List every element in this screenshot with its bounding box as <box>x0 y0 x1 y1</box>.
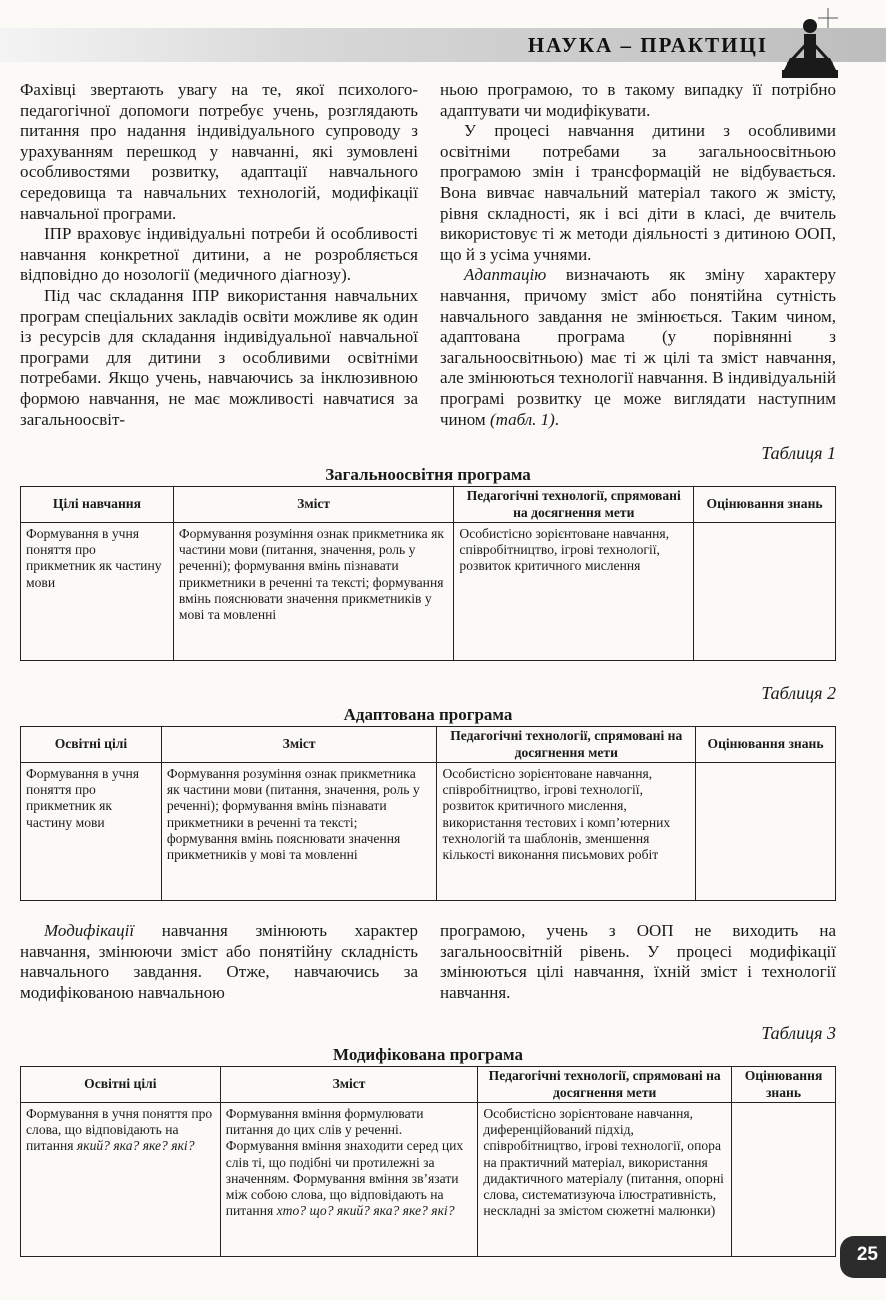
table3-header-assessment: Оцінювання знань <box>732 1067 836 1103</box>
table1-header-content: Зміст <box>173 487 454 523</box>
modification-continuation: програмою, учень з ООП не виходить на загальноосвітній рівень. У процесі модифікації змінюються цілі навчання, їхній зміст і технології навчання. <box>440 921 836 1002</box>
table3-cell-technologies: Особистісно зорієнтоване навчання, диференційований підхід, співробітництво, ігрові технології, опора на практичний матеріал, використання дидактичного матеріалу (питання, опорні слова, систематизуюча ілюстративність, нескладні за змістом сюжетні малюнки) <box>478 1103 732 1257</box>
table3-header-row <box>21 1067 836 1103</box>
table1-cell-content: Формування розуміння ознак прикметника як частини мови (питання, значення, роль у реченні); формування вмінь пізнавати прикметники в реченні та тексті; формування вмінь пояснювати значення прикметників у мові та мовленні <box>173 523 454 661</box>
modification-paragraph: Модифікації навчання змінюють характер навчання, змінюючи зміст або понятійну складність навчального завдання. Отже, навчаючись за модифікованою навчальною <box>20 921 418 1002</box>
table-row <box>21 1103 836 1257</box>
table3-title: Модифікована програма <box>333 1045 523 1064</box>
table1-label: Таблиця 1 <box>761 443 836 463</box>
table2-cell-goals: Формування в учня поняття про прикметник як частину мови <box>21 763 162 901</box>
table1-header-row <box>21 487 836 523</box>
intro-paragraph-1: Фахівці звертають увагу на те, якої психолого-педагогічної допомоги потребує учень, розглядають питання про надання індивідуального супроводу з урахуванням перешкод у навчанні, які зумовлені особливостями розвитку, адаптації навчального середовища та навчальних технологій, модифікації навчальної програми. <box>20 80 418 223</box>
table1 <box>20 486 836 661</box>
table2-header-goals: Освітні цілі <box>21 727 162 763</box>
table2-header-row <box>21 727 836 763</box>
middle-right-column <box>440 921 836 1003</box>
table2-title: Адаптована програма <box>343 705 513 724</box>
table-reference: (табл. 1) <box>489 409 555 429</box>
term-modification: Модифікації <box>44 921 135 940</box>
table1-header-technologies: Педагогічні технології, спрямовані на досягнення мети <box>454 487 694 523</box>
section-title: НАУКА – ПРАКТИЦІ <box>527 33 768 57</box>
table1-header-assessment: Оцінювання знань <box>694 487 836 523</box>
intro-paragraph-5: Адаптацію визначають як зміну характеру навчання, причому зміст або понятійна сутність навчального завдання не змінюється. Таким чином, адаптована програма (у порівнянні з загальноосвітньою) має ті ж цілі та зміст навчання, але змінюються технології навчання. В індивідуальній програмі розвитку це може виглядати наступним чином (табл. 1). <box>440 265 836 429</box>
table-row <box>21 523 836 661</box>
table3-header-goals: Освітні цілі <box>21 1067 221 1103</box>
table3-header-technologies: Педагогічні технології, спрямовані на досягнення мети <box>478 1067 732 1103</box>
table2-label: Таблиця 2 <box>761 683 836 703</box>
intro-paragraph-4: У процесі навчання дитини з особливими освітніми потребами за загальноосвітньою програмою змін і трансформацій не відбувається. Вона вивчає навчальний матеріал такого ж змісту, рівня складності, як і всі діти в класі, де вчитель використовує ті ж методи діяльності з дитиною ООП, що й з усіма учнями. <box>440 121 836 264</box>
table3 <box>20 1066 836 1257</box>
table3-header-content: Зміст <box>220 1067 478 1103</box>
table2-cell-content: Формування розуміння ознак прикметника як частини мови (питання, значення, роль у реченні); формування вмінь пізнавати прикметники в реченні та тексті; формування вмінь пояснювати значення прикметників у мові та мовленні <box>161 763 437 901</box>
table1-cell-assessment <box>694 523 836 661</box>
term-adaptation: Адаптацію <box>464 265 547 285</box>
table2-header-content: Зміст <box>161 727 437 763</box>
table1-title: Загальноосвітня програма <box>325 465 531 484</box>
table2 <box>20 726 836 901</box>
intro-continuation: ньою програмою, то в такому випадку її потрібно адаптувати чи модифікувати. <box>440 80 836 120</box>
intro-paragraph-3: Під час складання ІПР використання навчальних програм спеціальних закладів освіти можливе як один із ресурсів для складання індивідуальної навчальної програми для дитини з особливими освітніми потребами. Якщо учень, навчаючись за інклюзивною формою навчання, не має можливості навчатися за загальноосвіт- <box>20 285 418 429</box>
table-row <box>21 763 836 901</box>
table2-cell-assessment <box>696 763 836 901</box>
intro-right-column <box>440 80 836 430</box>
table3-cell-content: Формування вміння формулювати питання до цих слів у реченні. Формування вміння знаходити серед цих слів ті, що подібні чи протилежні за значенням. Формування вміння зв’язати між собою слова, що відповідають на питання хто? що? який? яка? яке? які? <box>220 1103 478 1257</box>
table2-header-assessment: Оцінювання знань <box>696 727 836 763</box>
journal-logo-icon <box>776 6 846 82</box>
table3-cell-assessment <box>732 1103 836 1257</box>
table2-cell-technologies: Особистісно зорієнтоване навчання, співробітництво, ігрові технології, розвиток критичного мислення, використання тестових і комп’ютерних технологій та шаблонів, зменшення кількості виконання письмових робіт <box>437 763 696 901</box>
intro-left-column <box>20 80 418 430</box>
table3-cell-goals: Формування в учня поняття про слова, що відповідають на питання який? яка? яке? які? <box>21 1103 221 1257</box>
table3-label: Таблиця 3 <box>761 1023 836 1043</box>
middle-left-column <box>20 921 418 1003</box>
table1-cell-technologies: Особистісно зорієнтоване навчання, співробітництво, ігрові технології, розвиток критичного мислення <box>454 523 694 661</box>
intro-paragraph-2: ІПР враховує індивідуальні потреби й особливості навчання конкретної дитини, а не розробляється відповідно до нозології (медичного діагнозу). <box>20 224 418 285</box>
table1-header-goals: Цілі навчання <box>21 487 174 523</box>
page-number: 25 <box>856 1244 878 1265</box>
table2-header-technologies: Педагогічні технології, спрямовані на досягнення мети <box>437 727 696 763</box>
table1-cell-goals: Формування в учня поняття про прикметник як частину мови <box>21 523 174 661</box>
